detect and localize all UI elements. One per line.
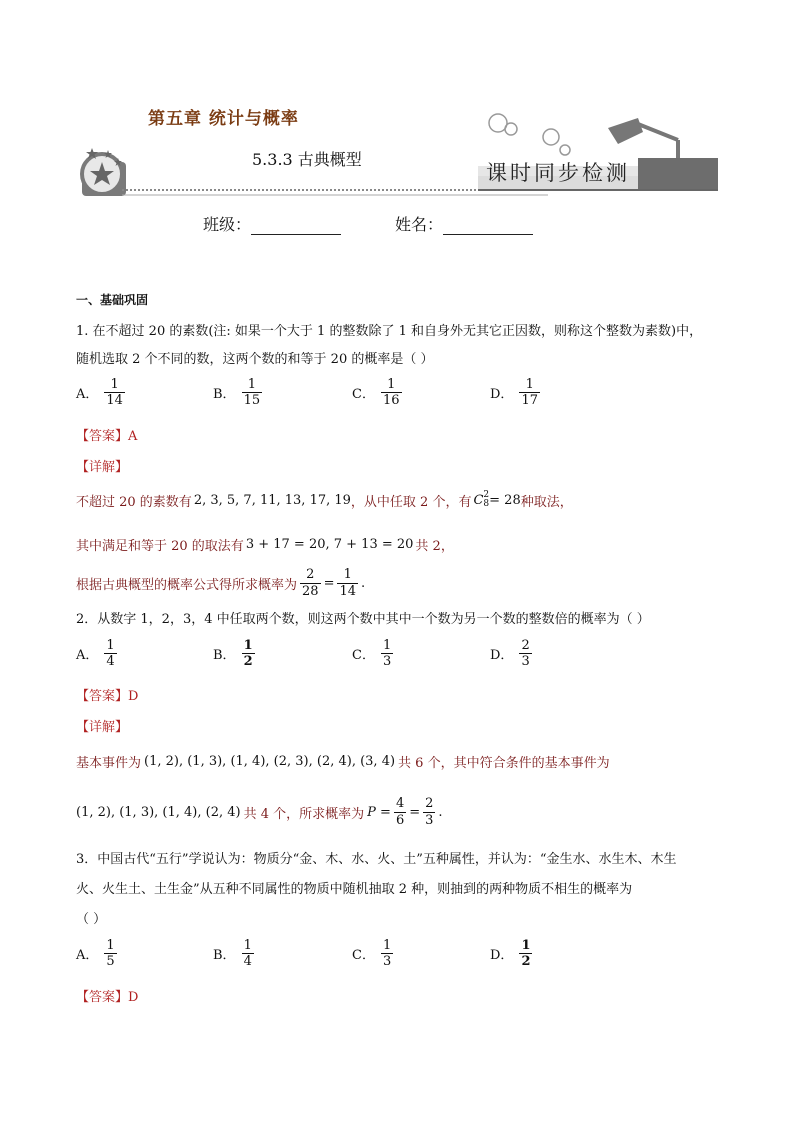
q1-option-d: D． $\frac{1}{17}$	[490, 377, 538, 408]
q3-option-b: B． $\frac{1}{4}$	[213, 938, 252, 969]
q1-line2: 随机选取 2 个不同的数，这两个数的和等于 20 的概率是（ ）	[76, 352, 434, 367]
q2-solution-line1: 基本事件为 (1, 2), (1, 3), (1, 4), (2, 3), (2, 4), (3, 4) 共 6 个，其中符合条件的基本事件为	[76, 753, 610, 771]
q1-solution-line1: 不超过 20 的素数有 2, 3, 5, 7, 11, 13, 17, 19 ，从中任取 2 个，有 C 2 8 = 28 种取法，	[76, 490, 573, 510]
q3-line1: 3．中国古代“五行”学说认为：物质分“金、木、水、火、土”五种属性，并认为：“金生水、水生木、木生	[76, 852, 677, 867]
q1-option-a: A． $\frac{1}{14}$	[76, 377, 123, 408]
q1-option-c: C． $\frac{1}{16}$	[352, 377, 400, 408]
q3-option-d: D． $\frac{1}{2}$	[490, 938, 531, 969]
banner-title: 课时同步检测	[486, 161, 630, 185]
section-heading: 一、基础巩固	[76, 293, 149, 307]
q3-line3: （ ）	[76, 912, 107, 927]
q2-option-a: A． $\frac{1}{4}$	[76, 638, 115, 669]
name-label: 姓名：	[395, 215, 444, 234]
q2-answer: 【答案】D	[76, 689, 139, 704]
bubble-icon	[489, 114, 570, 155]
class-label: 班级：	[203, 215, 252, 234]
q3-answer: 【答案】D	[76, 990, 139, 1005]
q1-solution-line3: 根据古典概型的概率公式得所求概率为 $\frac{2}{28}$ = $\frac{1}{14}$ .	[76, 566, 366, 599]
name-blank[interactable]	[443, 218, 533, 235]
q2-option-c: C． $\frac{1}{3}$	[352, 638, 392, 669]
q3-line2: 火、火生土、土生金”从五种不同属性的物质中随机抽取 2 种，则抽到的两种物质不相生的概率为	[76, 882, 633, 897]
q2-line1: 2．从数字 1，2，3，4 中任取两个数，则这两个数中其中一个数为另一个数的整数倍的概率为（ ）	[76, 612, 650, 627]
section-title: 5.3.3 古典概型	[252, 150, 362, 169]
class-field	[203, 212, 341, 235]
q2-option-d: D． $\frac{2}{3}$	[490, 638, 530, 669]
q1-detail-label: 【详解】	[76, 460, 129, 475]
q2-solution-line2: (1, 2), (1, 3), (1, 4), (2, 4) 共 4 个，所求概率为 P = $\frac{4}{6}$ = $\frac{2}{3}$ .	[76, 795, 443, 828]
q1-line1: 1. 在不超过 20 的素数(注: 如果一个大于 1 的整数除了 1 和自身外无其它正因数，则称这个整数为素数)中，	[76, 324, 703, 339]
chapter-title: 第五章 统计与概率	[148, 109, 299, 129]
star-badge-icon	[82, 148, 126, 196]
q1-option-b: B． $\frac{1}{15}$	[213, 377, 261, 408]
q2-detail-label: 【详解】	[76, 720, 129, 735]
q3-option-c: C． $\frac{1}{3}$	[352, 938, 392, 969]
q1-answer: 【答案】A	[76, 429, 138, 444]
class-blank[interactable]	[251, 218, 341, 235]
q2-option-b: B． $\frac{1}{2}$	[213, 638, 253, 669]
name-field	[395, 212, 533, 235]
q3-option-a: A． $\frac{1}{5}$	[76, 938, 115, 969]
q1-solution-line2: 其中满足和等于 20 的取法有 3 + 17 = 20, 7 + 13 = 20 共 2，	[76, 536, 454, 554]
